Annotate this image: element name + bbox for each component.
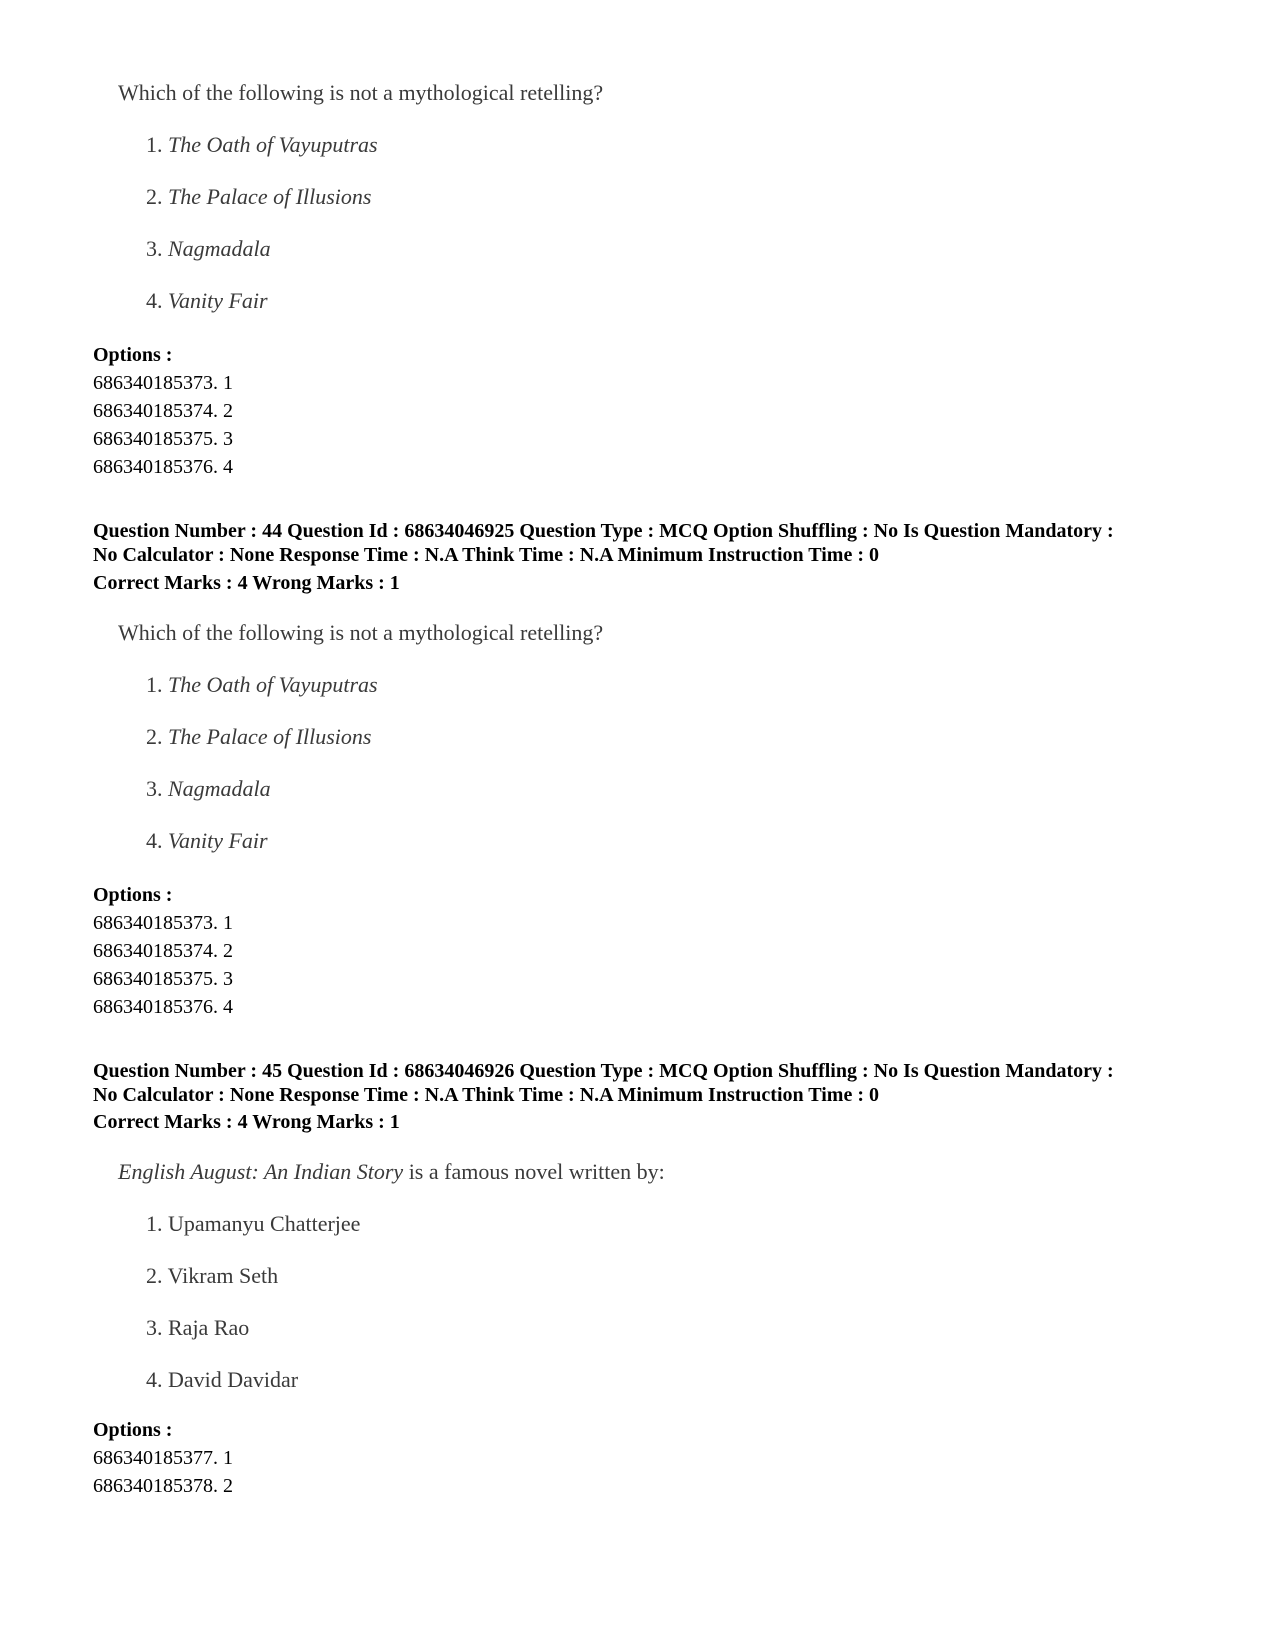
choice-item: 3. Nagmadala [146,776,271,801]
options-label: Options : [93,344,173,366]
choice-item: 3. Nagmadala [146,236,271,261]
choice-item: 1. Upamanyu Chatterjee [146,1211,361,1236]
option-row: 686340185377. 1 [93,1447,233,1469]
choice-item: 4. David Davidar [146,1367,299,1392]
question-meta: Question Number : 45 Question Id : 68634046926 Question Type : MCQ Option Shuffling : No Is Question Mandatory : No Calculator : None Response Time : N.A Think Time : N.A Minimum Instruction Time : 0 [93,1060,1114,1106]
option-row: 686340185378. 2 [93,1475,233,1497]
options-label: Options : [93,884,173,906]
question-text: Which of the following is not a mythological retelling? [118,80,604,105]
option-row: 686340185374. 2 [93,940,233,962]
choice-item: 4. Vanity Fair [146,828,268,853]
choice-item: 1. The Oath of Vayuputras [146,132,378,157]
choice-item: 2. The Palace of Illusions [146,724,372,749]
option-row: 686340185375. 3 [93,968,233,990]
choice-item: 4. Vanity Fair [146,288,268,313]
option-row: 686340185376. 4 [93,996,233,1018]
question-text: Which of the following is not a mythological retelling? [118,620,604,645]
question-meta: Question Number : 44 Question Id : 68634046925 Question Type : MCQ Option Shuffling : No Is Question Mandatory : No Calculator : None Response Time : N.A Think Time : N.A Minimum Instruction Time : 0 [93,520,1114,566]
options-label: Options : [93,1419,173,1441]
question-marks: Correct Marks : 4 Wrong Marks : 1 [93,572,400,594]
option-row: 686340185376. 4 [93,456,233,478]
option-row: 686340185375. 3 [93,428,233,450]
option-row: 686340185374. 2 [93,400,233,422]
choice-item: 1. The Oath of Vayuputras [146,672,378,697]
option-row: 686340185373. 1 [93,372,233,394]
choice-item: 3. Raja Rao [146,1315,250,1340]
option-row: 686340185373. 1 [93,912,233,934]
question-text: English August: An Indian Story is a famous novel written by: [118,1159,665,1184]
choice-item: 2. The Palace of Illusions [146,184,372,209]
choice-item: 2. Vikram Seth [146,1263,279,1288]
question-marks: Correct Marks : 4 Wrong Marks : 1 [93,1111,400,1133]
